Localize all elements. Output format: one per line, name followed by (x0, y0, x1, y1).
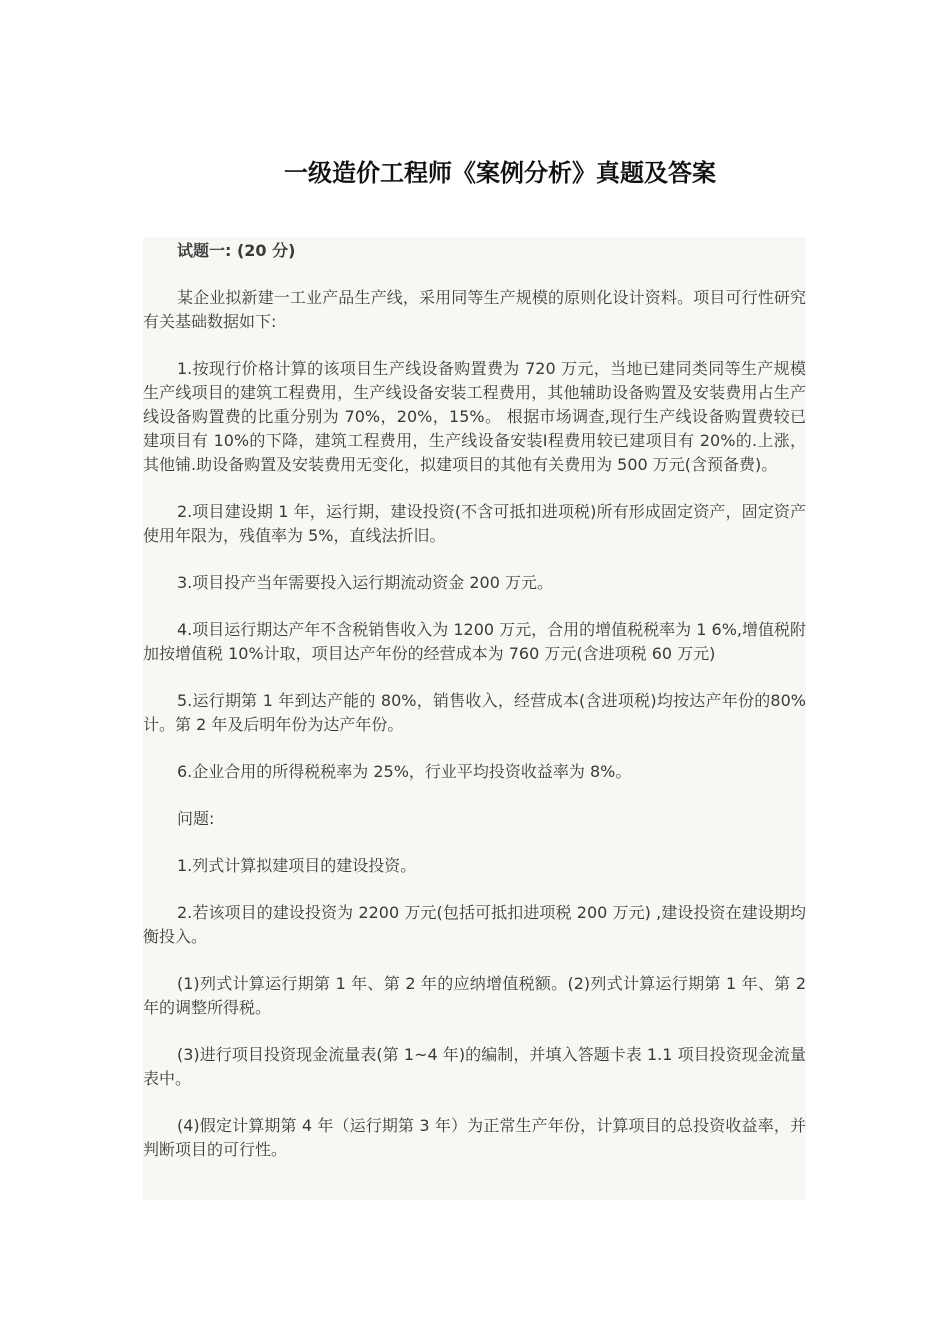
question-2-part-1-2: (1)列式计算运行期第 1 年、第 2 年的应纳增值税额。(2)列式计算运行期第 1 年、第 2 年的调整所得税。 (143, 974, 806, 1017)
question-heading: 试题一: (20 分) (177, 241, 296, 260)
data-item-2: 2.项目建设期 1 年，运行期，建设投资(不含可抵扣进项税)所有形成固定资产，固定资产使用年限为，残值率为 5%，直线法折旧。 (143, 502, 806, 545)
page-title: 一级造价工程师《案例分析》真题及答案 (284, 159, 716, 187)
question-2: 2.若该项目的建设投资为 2200 万元(包括可抵扣进项税 200 万元) ,建设投资在建设期均衡投入。 (143, 903, 806, 946)
question-content (143, 237, 806, 1200)
question-1: 1.列式计算拟建项目的建设投资。 (177, 856, 417, 875)
data-item-3: 3.项目投产当年需要投入运行期流动资金 200 万元。 (177, 573, 553, 592)
questions-label: 问题: (177, 809, 215, 828)
data-item-5: 5.运行期第 1 年到达产能的 80%，销售收入，经营成本(含进项税)均按达产年份的80%计。第 2 年及后明年份为达产年份。 (143, 691, 806, 734)
data-item-1: 1.按现行价格计算的该项目生产线设备购置费为 720 万元，当地已建同类同等生产规模生产线项目的建筑工程费用，生产线设备安装工程费用，其他辅助设备购置及安装费用占生产线设备购置费的比重分别为 70%，20%，15%。 根据市场调查,现行生产线设备购置费较已建项目有 10%的下降，建筑工程费用，生产线设备安装I程费用较已建项目有 20%的.上涨，其他铺.助设备购置及安装费用无变化，拟建项目的其他有关费用为 500 万元(含预备费)。 (143, 359, 806, 474)
data-item-6: 6.企业合用的所得税税率为 25%，行业平均投资收益率为 8%。 (177, 762, 632, 781)
data-item-4: 4.项目运行期达产年不含税销售收入为 1200 万元，合用的增值税税率为 1 6%,增值税附加按增值税 10%计取，项目达产年份的经营成本为 760 万元(含进项税 60 万元) (143, 620, 806, 663)
question-2-part-4: (4)假定计算期第 4 年（运行期第 3 年）为正常生产年份，计算项目的总投资收益率，并判断项目的可行性。 (143, 1116, 806, 1159)
question-2-part-3: (3)进行项目投资现金流量表(第 1~4 年)的编制，并填入答题卡表 1.1 项目投资现金流量表中。 (143, 1045, 806, 1088)
question-intro: 某企业拟新建一工业产品生产线，采用同等生产规模的原则化设计资料。项目可行性研究有关基础数据如下: (143, 288, 806, 331)
